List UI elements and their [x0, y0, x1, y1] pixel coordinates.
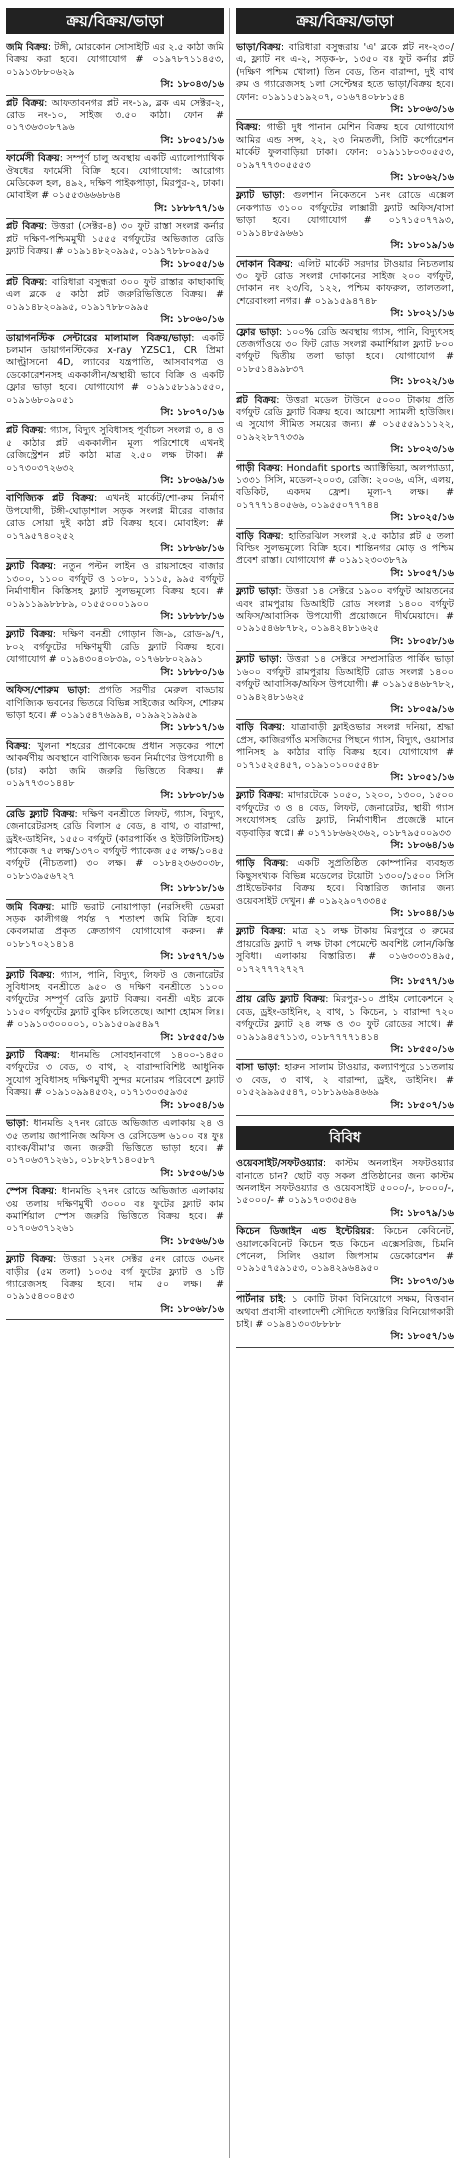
ad-title-separator: :	[281, 722, 292, 734]
ad-title: ফ্লোর ভাড়া	[236, 326, 280, 338]
ad-body: উত্তরা (সেক্টর-৪) ৩০ ফুট রাস্তা সংলগ্ন কর্নার প্লট দক্ষিণ-পশ্চিমমুখী ১৫৫৫ বর্গফুটের অভিজাত রেডি ফ্ল্যাট বিক্রয়। # ০১৯১৪৮২০৯৯৫, ০১৯১৭৮৮০৯৯৫	[6, 221, 224, 258]
ad-title: ফ্ল্যাট বিক্রয়	[236, 790, 281, 802]
ad-title-separator: :	[25, 1118, 34, 1130]
ad-title-separator: :	[280, 530, 289, 542]
ad-body: দক্ষিণ বনশ্রী গোড়ান জি-৯, রোড-৯/৭, ৮০২ বর্গফুটের দক্ষিণমুখী রেডি ফ্ল্যাট বিক্রয় হবে। যোগাযোগ # ০১৯৪৩০৪০৮৩৯, ০১৭৬৮৮০২৯৯১	[6, 629, 224, 666]
ad-title-separator: :	[277, 1062, 285, 1074]
ad-body: গ্যাস, বিদ্যুৎ সুবিধাসহ পূর্বাচল সংলগ্ন ৩, ৪ ও ৫ কাঠার প্লট এককালীন মূল্য পরিশোধে এখনই রেজিস্ট্রেশন প্লট কাঠা মাত্র ২.৫০ লক্ষ টাকা। # ০১৭৩০৩৭২৬৩২	[6, 425, 224, 474]
ad-reference: সি: ১৮৮৮৭৭/১৬	[154, 202, 224, 214]
ad-title: প্লট বিক্রয়	[6, 276, 45, 288]
classified-ad	[6, 96, 224, 152]
ad-body: সম্পূর্ণ চালু অবস্থায় একটি এ্যালোপ্যাথিক ঔষধের ফার্মেসী বিক্রি হবে। যোগাযোগ: আরোগ্য মেডিকেল হল, ৪৯২, দক্ষিণ পাইকপাড়া, মিরপুর-২, ঢাকা। মোবাইল # ০১৫৫৩৬৬৬৮৬৪	[6, 153, 224, 202]
ad-body: বারিধারা বসুন্ধরায় 'এ' ব্লকে প্লট নং-২৩০/এ, ফ্ল্যাট নং এ-২, সড়ক-৮, ১৩৫০ বঃ ফুট কর্নার প্লট (দক্ষিণ পশ্চিম খোলা) তিন বেড, তিন বারান্দা, দুই বাথ রুম ও গ্যারেজসহ ১লা সেপ্টেম্বর হতে ভাড়া/বিক্রয় হবে। ফোন: ০১৯১১৫১৯২০৭, ০১৬৭৪০৮৮১৫৪	[236, 42, 454, 103]
classified-ad	[6, 275, 224, 331]
ad-reference: সি: ১৮০৪৩/১৬	[160, 79, 224, 91]
ad-title-separator: :	[325, 994, 334, 1006]
ad-reference: সি: ১৮৮১৭/১৬	[160, 722, 224, 734]
ad-title: ডায়াগনস্টিক সেন্টারের মালামাল বিক্রয়/ভাড়া	[6, 332, 192, 344]
classified-ad	[236, 992, 454, 1060]
ad-title: পার্টনার চাই	[236, 1294, 283, 1306]
ad-title: ফার্মেসী বিক্রয়	[6, 153, 60, 165]
misc-section-heading: বিবিধ	[236, 1126, 454, 1150]
ad-title-separator: :	[281, 190, 293, 202]
ad-reference: সি: ১৮০৭০/১৬	[160, 406, 224, 418]
ad-title: ফ্ল্যাট বিক্রয়	[236, 926, 283, 938]
ad-body: মাদারটেকে ১০৫০, ১২০০, ১৩০০, ১৫০০ বর্গফুটের ৩ ও ৪ বেড, লিফট, জেনারেটর, স্থায়ী গ্যাস সংযোগসহ রেডি ফ্ল্যাট, নির্মাণাধীন প্রজেক্টে মানে বড়বাড়ির স্বপ্নে। # ০১৭১৮৬৬২৩৬২, ০১৮৭৯৫০০৯৩৩	[236, 790, 454, 839]
classified-ad	[236, 1224, 454, 1292]
classified-ad	[236, 1156, 454, 1224]
classified-ad	[6, 1184, 224, 1252]
classified-ad	[236, 257, 454, 325]
ad-title-separator: :	[44, 221, 52, 233]
ad-body: উত্তরা মডেল টাউনে ৫০০০ টাকায় প্রতি বর্গফুট রেডি ফ্ল্যাট বিক্রয় হবে। আয়েশা স্যামলী হাউজিং। এ সুযোগ সীমিত সময়ের জন্য। # ০১৫৫৫৯১১১২২, ০১৯২২৮৭৭৩৩৯	[236, 394, 454, 443]
ad-body: যাত্রাবাড়ী ফ্লাইওভার সংলগ্ন দনিয়া, শ্রদ্ধা প্রেস, কাজিরগাঁও মসজিদের পিছনে গ্যাস, বিদ্যুৎ, ওয়াসার পানিসহ ৯ কাঠার বাড়ি বিক্রয় হবে। যোগাযোগ # ০১৭১৫২৫৪৫৭, ০১৯১০১০০৫৫৪৮	[236, 722, 454, 771]
ad-reference: সি: ১৮৫৫৫/১৬	[160, 1031, 224, 1043]
ad-title: ফ্ল্যাট বিক্রয়	[6, 1254, 54, 1266]
ad-reference: সি: ১৮৮১৮/১৬	[160, 883, 224, 895]
ad-reference: সি: ১৮০২১/১৬	[390, 308, 454, 320]
classified-ad	[6, 219, 224, 275]
ad-title: ফ্ল্যাট বিক্রয়	[6, 969, 52, 981]
classified-ad	[6, 683, 224, 739]
ad-reference: সি: ১৮৫৭৭/১৬	[390, 976, 454, 988]
ad-title-separator: :	[44, 276, 52, 288]
classified-ad	[6, 739, 224, 807]
ad-reference: সি: ১৮০৬০/১৬	[160, 314, 224, 326]
ad-body: ধানমন্ডি ২৭নং রোডে অভিজাত এলাকায় ৩য় তলায় দক্ষিণমুখী ৩০০০ বঃ ফুটের ফ্ল্যাট কাম কমার্শিয়াল স্পেস জরুরি ভিত্তিতে বিক্রয় হবে। # ০১৭০৬৩৭১২৬১	[6, 1186, 224, 1235]
ad-title: প্লট বিক্রয়	[6, 221, 45, 233]
ad-title: প্লট বিক্রয়	[6, 425, 44, 437]
ad-title-separator: :	[191, 332, 203, 344]
ad-title-separator: :	[278, 586, 286, 598]
ad-reference: সি: ১৮৫০৬/১৬	[160, 1167, 224, 1179]
ad-title-separator: :	[280, 462, 287, 474]
ad-reference: সি: ১৮০২৩/১৬	[390, 444, 454, 456]
ad-title: বাড়ি বিক্রয়	[236, 722, 282, 734]
ad-title-separator: :	[27, 740, 38, 752]
ad-title: বিক্রয়	[6, 740, 28, 752]
ad-title: ভাড়া/বিক্রয়	[236, 42, 281, 53]
ad-title-separator: :	[282, 1294, 292, 1306]
ad-reference: সি: ১৮০১৯/১৬	[390, 240, 454, 252]
classified-ad	[236, 120, 454, 188]
ad-reference: সি: ১৮০৫৪/১৬	[160, 1099, 224, 1111]
ad-title-separator: :	[289, 258, 299, 270]
ad-body: আফতাবনগর প্লট নং-১৯, ব্লক এম সেক্টর-২, রোড নং-১০, সাইজ ৩.৫০ কাঠা। ফোন # ০১৭৩৬৩০৮৭৯৬	[6, 97, 224, 134]
ad-title-separator: :	[44, 97, 52, 109]
ad-body: কাস্টম অনলাইন সফটওয়্যার বানাতে চান? ছোট বড় সকল প্রতিষ্ঠানের জন্য কাস্টম অনলাইন সফটওয়্যার ও ওয়েবসাইট ৫০০০/-, ৮০০০/-, ১৫০০০/- # ০১৯১৭০৩৩৫৪৬	[236, 1158, 454, 1207]
ad-reference: সি: ১৮০৫১/১৬	[390, 771, 454, 783]
classified-ad	[6, 900, 224, 968]
ad-title: বাড়ি বিক্রয়	[236, 530, 281, 542]
ad-title-separator: :	[278, 654, 287, 666]
ad-body: খুলনা শহরের প্রাণকেন্দ্রে প্রধান সড়কের পাশে আকর্ষণীয় অবস্থানে বাণিজ্যিক ভবন নির্মাণের উপযোগী ৪ (চার) কাঠা জমি জরুরি ভিত্তিতে বিক্রয়। # ০১৯৭৭৩০১৪৪৮	[6, 740, 224, 789]
ad-title: ফ্ল্যাট ভাড়া	[236, 654, 279, 666]
ad-body: গ্যাস, পানি, বিদ্যুৎ, লিফট ও জেনারেটর সুবিধাসহ বনশ্রীতে ৯৫০ ও দক্ষিণ বনশ্রীতে ১১০০ বর্গফুটের সম্পূর্ণ রেডি ফ্ল্যাট বিক্রয়। বনশ্রী এইচ ব্লকে ১১৫০ বর্গফুটের ফ্ল্যাট বুকিং চলিতেছে। আশা হোমস লিঃ। # ০১৯১০৩০০০০১, ০১৯১৫০৯৫৪৯৭	[6, 969, 224, 1031]
classified-ad	[236, 325, 454, 393]
ad-title-separator: :	[257, 122, 267, 134]
ad-title-separator: :	[282, 926, 293, 938]
ad-title-separator: :	[47, 42, 55, 53]
ad-body: নতুন পল্টন লাইন ও রায়সাহেব বাজার ১৩০০, ১১০০ বর্গফুট ও ১০৮০, ১১১৫, ৯৯৫ বর্গফুট নির্মাণাধীন কিস্তিসহ ফ্ল্যাট সুলভমূল্যে বিক্রয় হবে। # ০১৯১১৯৯৮৮৮৯, ০১৫৫০০০১৯০০	[6, 561, 224, 610]
ad-body: মাটি ভরাট নোয়াপাড়া (নরসিংদী ডেমরা সড়ক কালীগঞ্জ পর্যন্ত ৭ শতাংশ জমি বিক্রি হবে। কেবলমাত্র প্রকৃত ক্রেতাগণ যোগাযোগ করুন। # ০১৮১৭০২১৪১৪	[6, 901, 224, 950]
ad-reference: সি: ১৮৮৮০/১৬	[160, 666, 224, 678]
ad-title-separator: :	[53, 1186, 62, 1198]
ad-title: ফ্ল্যাট ভাড়া	[236, 586, 279, 598]
classified-ad	[236, 529, 454, 585]
ad-reference: সি: ১৮০২২/১৬	[390, 376, 454, 388]
ad-title-separator: :	[51, 969, 61, 981]
ad-body: এখনই মার্কেট/শো-রুম নির্মাণ উপযোগী, টঙ্গী-ঘোড়াশাল সড়ক সংলগ্ন মীরের বাজার রোড সোয়া দুই কাঠা প্লট বিক্রয় হবে। মোবাইল: # ০১৭৯৫৭৪০২৫২	[6, 493, 224, 542]
ad-reference: সি: ১৮০৬৮/১৬	[160, 1303, 224, 1315]
classified-ad	[236, 188, 454, 256]
classified-ad	[6, 331, 224, 424]
ad-title: গাড়ী বিক্রয়	[236, 462, 280, 474]
classified-ad	[236, 393, 454, 461]
ad-body: একটি সুপ্রতিষ্ঠিত কোম্পানির ব্যবহৃত কিছুসংখ্যক বিভিন্ন মডেলের টয়োটা ১৩০০/১৫০০ সিসি প্রাইভেটকার বিক্রয় হবে। বিস্তারিত জানার জন্য ওয়েবসাইট দেখুন। # ০১৯২৯০৭৩৩৪৫	[236, 858, 454, 907]
ad-title: জমি বিক্রয়	[6, 42, 48, 53]
classified-ad	[236, 461, 454, 529]
ad-body: গুলশান নিকেতনে ১নং রোডে এক্সেল নেকপ্যাড ৩১০০ বর্গফুটের লাক্সারী ফ্ল্যাট অফিস/বাসা ভাড়া হবে। যোগাযোগ # ০১৭১৫০৭৭৯৩, ০১৯১৪৮৫৯৬৬১	[236, 190, 454, 239]
column-divider	[229, 8, 230, 2158]
classified-ad	[6, 1252, 224, 1320]
ad-title-separator: :	[280, 790, 288, 802]
ad-reference: সি: ১৮০৬৯/১৬	[160, 475, 224, 486]
ad-reference: সি: ১৮০৫৭/১৬	[390, 567, 454, 579]
classified-ad	[236, 720, 454, 788]
classified-ad	[6, 807, 224, 900]
classified-ad	[6, 491, 224, 559]
ad-body: টঙ্গী, মোরকোন সোসাইটি এর ২.৫ কাঠা জমি বিক্রয় করা হবে। যোগাযোগ # ০১৯৭৮৭১১৪৫৩, ০১৯১৩৮৮০৬২৯	[6, 42, 224, 78]
classified-ad	[236, 1292, 454, 1348]
ad-title-separator: :	[280, 42, 289, 53]
ad-body: উত্তরা ১৪ সেক্টরে সম্প্রসারিত পার্কিং ভাড়া ১৬০০ বর্গফুট রামপুরায় ডিআইটি রোড সংলগ্ন ১৪০০ বর্গফুট আবাসিক/অফিস উপযোগী। # ০১৯১৫৪৬৮৭৮২, ০১৯৪২৪৮১৬২৫	[236, 654, 454, 703]
ad-body: গাভী দুধ পানান মেশিন বিক্রয় হবে যোগাযোগ আমির এন্ড সন্স, ২২, ২৩ নিমতলী, সিটি কর্পোরেশন মার্কেট ফুলবাড়িয়া ঢাকা। ফোন: ০১৯১১৮০৩০৫৫৩, ০১৯৭৭৭৩০৫৫৫৩	[236, 122, 454, 171]
ad-reference: সি: ১৮০৭৯/১৬	[390, 1207, 454, 1219]
classified-ad	[6, 151, 224, 219]
ad-title: অফিস/শোরুম ভাড়া	[6, 685, 88, 697]
ad-reference: সি: ১৮৫০৭/১৬	[390, 1099, 454, 1111]
ad-reference: সি: ১৮৫৫০/১৬	[390, 1044, 454, 1056]
ad-title-separator: :	[371, 1226, 384, 1238]
ad-title: ফ্ল্যাট বিক্রয়	[6, 629, 53, 641]
ad-title: ভাড়া	[6, 1118, 26, 1130]
ad-reference: সি: ১৮৮০৮/১৬	[160, 790, 224, 802]
classified-ad	[236, 40, 454, 120]
ad-body: প্রগতি সরণীর মেরুল বাড্ডায় বাণিজ্যিক ভবনের ভিতরে বিভিন্ন সাইজের অফিস, শোরুম ভাড়া হবে। # ০১৯১৫৪৭৬৯৯৪, ০১৯৯২১৯৯৫৯	[6, 685, 224, 721]
classified-ad	[6, 968, 224, 1048]
ad-reference: সি: ১৮০৬৩/১৬	[390, 104, 454, 116]
left-column	[6, 8, 224, 1320]
ad-title: জমি বিক্রয়	[6, 901, 52, 913]
right-ad-list	[236, 40, 454, 1116]
ad-body: একটি চলমান ডায়াগনস্টিকের x-ray YZSC1, CR প্রিমা আল্ট্রাসনো 4D, ল্যাবের যন্ত্রপাতি, আসবাবপত্র ও ডেকোরেশনসহ এককালীন/অস্থায়ী ভাবে বিক্রি ও একটি ফ্লোর ভাড়া হবে। যোগাযোগ # ০১৯১৫৮১৯১৫৫০, ০১৯১৬৮০৯০৫১	[6, 332, 224, 406]
ad-title: ফ্ল্যাট ভাড়া	[236, 190, 282, 202]
ad-body: ১০০% রেডি অবস্থায় গ্যাস, পানি, বিদ্যুৎসহ তেজগাঁওয়ে ৩০ ফিট রোড সংলগ্ন কমার্শিয়াল ফ্ল্যাট ৮০০ বর্গফুট দ্বিতীয় তলা ভাড়া হবে। যোগাযোগ # ০১৮৫১৪৯৯৮৩৭	[236, 326, 454, 375]
ad-reference: সি: ১৮৮৬৮/১৬	[160, 543, 224, 555]
ad-title-separator: :	[52, 561, 63, 573]
left-column-heading: ক্রয়/বিক্রয়/ভাড়া	[6, 8, 224, 34]
right-column-heading: ক্রয়/বিক্রয়/ভাড়া	[236, 8, 454, 34]
ad-reference: সি: ১৮৫৭৭/১৬	[160, 951, 224, 963]
ad-reference: সি: ১৮০৫১/১৬	[160, 134, 224, 146]
ad-body: ধানমন্ডি সোবহানবাগে ১৪০০-১৪৫০ বর্গফুটের ৩ বেড, ৩ বাথ, ২ বারান্দাবিশিষ্ট আধুনিক সুযোগ সুবিধাসহ দক্ষিণমুখী সুন্দর মনোরম পরিবেশে ফ্ল্যাট বিক্রয়। # ০১৯১০৯৯৪৫৩২, ০১৭১৩০৩৫৯৩৫	[6, 1050, 224, 1099]
ad-body: এলিট মার্কেট সরদার টাওয়ার নিচতলায় ৩০ ফুট রোড সংলগ্ন দোকানের সাইজ ২০০ বর্গফুট, দোকান নং ২৩/বি, ১২২, পশ্চিম কাফরুল, তালতলা, শেরেবাংলা নগর। # ০১৯১৫৯৪৭৪৮	[236, 258, 454, 307]
ad-title-separator: :	[53, 1254, 64, 1266]
ad-title-separator: :	[43, 425, 51, 437]
classified-ad	[6, 1048, 224, 1116]
right-column	[236, 8, 454, 1348]
classified-ad	[236, 856, 454, 924]
ad-body: Hondafit sports অ্যাক্টিভিয়া, অলপ্যাড্যা, ১৩৩১ সিসি, মডেল-২০০৩, রেজি: ২০০৬, এসি, এলয়, বডিকিট, একদম ফ্রেশ। মূল্য-৭ লক্ষ। # ০১৭৭৭১৪০৫৬৬, ০১৯৫৫০৭৭৭৪৪	[236, 462, 454, 511]
classified-ad	[236, 788, 454, 856]
ad-title: বাণিজ্যিক প্লট বিক্রয়	[6, 493, 94, 505]
ad-title: ফ্ল্যাট বিক্রয়	[6, 561, 53, 573]
ad-title: ওয়েবসাইট/সফটওয়্যার	[236, 1158, 323, 1170]
classified-ad	[236, 584, 454, 652]
classified-ad	[6, 1116, 224, 1184]
classified-ad	[236, 1060, 454, 1116]
ad-title: স্পেস বিক্রয়	[6, 1186, 54, 1198]
ad-title: প্লট বিক্রয়	[6, 97, 45, 109]
ad-title-separator: :	[51, 901, 62, 913]
ad-reference: সি: ১৮০৫৮/১৬	[390, 635, 454, 647]
ad-title: প্রায় রেডি ফ্ল্যাট বিক্রয়	[236, 994, 326, 1006]
ad-body: দক্ষিণ বনশ্রীতে লিফট, গ্যাস, বিদ্যুৎ, জেনারেটরসহ রেডি বিলাস ৫ বেড, ৪ বাথ, ৩ বারান্দা, ড্রইং-ডাইনিং, ১৫৫০ বর্গফুট (কারপার্কিং ও ইউটিলিটিসহ) প্যাকেজ ৭৫ লক্ষ/১৩৭০ বর্গফুট প্যাকেজ ৫৫ লক্ষ/১০৪৫ বর্গফুট (নীচতলা) ৩০ লক্ষ। # ০১৮৪২৩৬৩০৩৮, ০১৮১৩৯৫৬৭২৭	[6, 808, 224, 882]
ad-title: বিক্রয়	[236, 122, 258, 134]
ad-title-separator: :	[52, 629, 63, 641]
ad-body: কিচেন কেবিনেট, ওয়ালকেবিনেট কিচেন হুড কিচেন এক্সেসরিজ, চিমনি পেনেল, সিলিং ওয়াল জিপসাম ডেকোরেশন # ০১৯১৫৭৫৯১৫৩, ০১৯৪২৯৬৪৯৫০	[236, 1226, 454, 1275]
ad-title: দোকান বিক্রয়	[236, 258, 290, 270]
ad-reference: সি: ১৮০৪৪/১৬	[390, 908, 454, 919]
ad-title-separator: :	[93, 493, 106, 505]
classified-ad	[236, 652, 454, 720]
left-ad-list	[6, 40, 224, 1320]
ad-title: রেডি ফ্ল্যাট বিক্রয়	[6, 808, 75, 820]
ad-body: উত্তরা ১২নং সেক্টর ৫নং রোডে ৩৬নং বাড়ীর (৫ম তলা) ১০৩৫ বর্গ ফুটের ফ্ল্যাট ও ১টি গ্যারেজসহ বিক্রয় হবে। দাম ৫০ লক্ষ। # ০১৯১৫৪০০৪৫৩	[6, 1254, 224, 1303]
classified-ad	[6, 40, 224, 96]
ad-reference: সি: ১৮০৭৩/১৬	[390, 1275, 454, 1287]
ad-title-separator: :	[279, 326, 286, 338]
ad-body: হাতিরঝিল সংলগ্ন ২.৫ কাঠার প্লট ৫ তলা বিল্ডিং সুলভমূল্যে বিক্রি হবে। শান্তিনগর মোড় ও পশ্চিম প্রবেশ রাস্তা। যোগাযোগ # ০১৯১২৩০৩৮৭৯	[236, 530, 454, 567]
ad-title: প্লট বিক্রয়	[236, 394, 277, 406]
misc-ad-list	[236, 1156, 454, 1348]
ad-body: ধানমন্ডি ২৭নং রোডে অভিজাত এলাকায় ২৪ ও ৩৫ তলায় জাপানিজ অফিস ও রেসিডেন্স ৬১০০ বঃ ফুঃ ব্যাংক/বীমা'র জন্য জরুরী ভিত্তিতে ভাড়া হবে। # ০১৭০৬৩৭১২৬১, ০১৮২৮৭১৪০৫৮৭	[6, 1118, 224, 1167]
ad-title-separator: :	[74, 808, 83, 820]
ad-title: কিচেন ডিজাইন এন্ড ইন্টেরিয়র	[236, 1226, 372, 1238]
ad-reference: সি: ১৮০৫৭/১৬	[390, 1331, 454, 1343]
ad-body: ১ কোটি টাকা বিনিয়োগে সক্ষম, বিত্তবান অথবা প্রবাসী বাংলাদেশী সৌদিতে ফ্যাক্টরির বিনিয়োগকারী চাই। # ০১৯৪১৩০৩৮৮৮৮	[236, 1294, 454, 1330]
ad-body: হারুন সালাম টাওয়ার, কল্যাণপুরে ১১তলায় ৩ বেড, ৩ বাথ, ২ বারান্দা, ড্রইং, ডাইনিং। # ০১৫২৯৯৯৫৫৪৭, ০১৮১৯৬৯৪৬৬৯	[236, 1062, 454, 1099]
classified-ad	[236, 924, 454, 992]
ad-title: গাড়ি বিক্রয়	[236, 858, 286, 870]
ad-title-separator: :	[322, 1158, 336, 1170]
ad-reference: সি: ১৮০৫৫/১৬	[160, 258, 224, 270]
ad-title-separator: :	[59, 153, 67, 165]
ad-body: উত্তরা ১৪ সেক্টরে ১৯০০ বর্গফুট আয়তনের এবং রামপুরায় ডিআইটি রোড সংলগ্ন ১৪০০ বর্গফুট অফিস/আবাসিক উপযোগী প্রয়োজনে দীর্ঘমেয়াদে। # ০১৯১৫৪৬৮৭৮২, ০১৯৪২৪৮১৬২৫	[236, 586, 454, 635]
ad-title-separator: :	[56, 1050, 71, 1062]
ad-title-separator: :	[87, 685, 99, 697]
ad-reference: সি: ১৮০৬৪/১৬	[390, 839, 454, 851]
ad-reference: সি: ১৮০২৫/১৬	[390, 512, 454, 524]
ad-body: মাত্র ২১ লক্ষ টাকায় মিরপুরে ৩ রুমের প্রায়রেডি ফ্ল্যাট ৭ লক্ষ টাকা পেমেন্টে অবশিষ্ট লোন/কিস্তি সুবিধা। এলাকায় বিস্তারিত। # ০১৬৩০৩১৪৯৫, ০১৭২৭৭৭২৭২৭	[236, 926, 454, 975]
classified-ad	[6, 627, 224, 683]
classified-ad	[6, 559, 224, 627]
ad-reference: সি: ১৮০৬২/১৬	[390, 172, 454, 184]
ad-body: মিরপুর-১০ প্রাইম লোকেশনে ২ বেড, ড্রইং-ডাইনিং, ২ বাথ, ১ কিচেন, ১ বারান্দা ৭২০ বর্গফুটের ফ্ল্যাট ২৪ লক্ষ ও ৩০ ফুট রোডের সাথে। # ০১৯১৯৪৫৭১১৩, ০১৮৭৭৭৭১৪১৪	[236, 994, 454, 1043]
ad-title: ফ্ল্যাট বিক্রয়	[6, 1050, 57, 1062]
classified-ad	[6, 423, 224, 491]
ad-title-separator: :	[276, 394, 286, 406]
ad-title-separator: :	[285, 858, 298, 870]
ad-title: বাসা ভাড়া	[236, 1062, 278, 1074]
ad-reference: সি: ১৮৮৮৮/১৬	[160, 611, 224, 623]
ad-reference: সি: ১৮৫৬৬/১৬	[160, 1235, 224, 1247]
ad-body: বারিধারা বসুন্ধরা ৩০০ ফুট রাস্তার কাছাকাছি এল ব্লকে ৫ কাঠা প্লট জরুরিভিত্তিতে বিক্রয়। # ০১৯১৪৮২০৯৯৫, ০১৯১৭৮৮০৯৯৫	[6, 276, 224, 313]
ad-reference: সি: ১৮০৫৯/১৬	[390, 703, 454, 715]
